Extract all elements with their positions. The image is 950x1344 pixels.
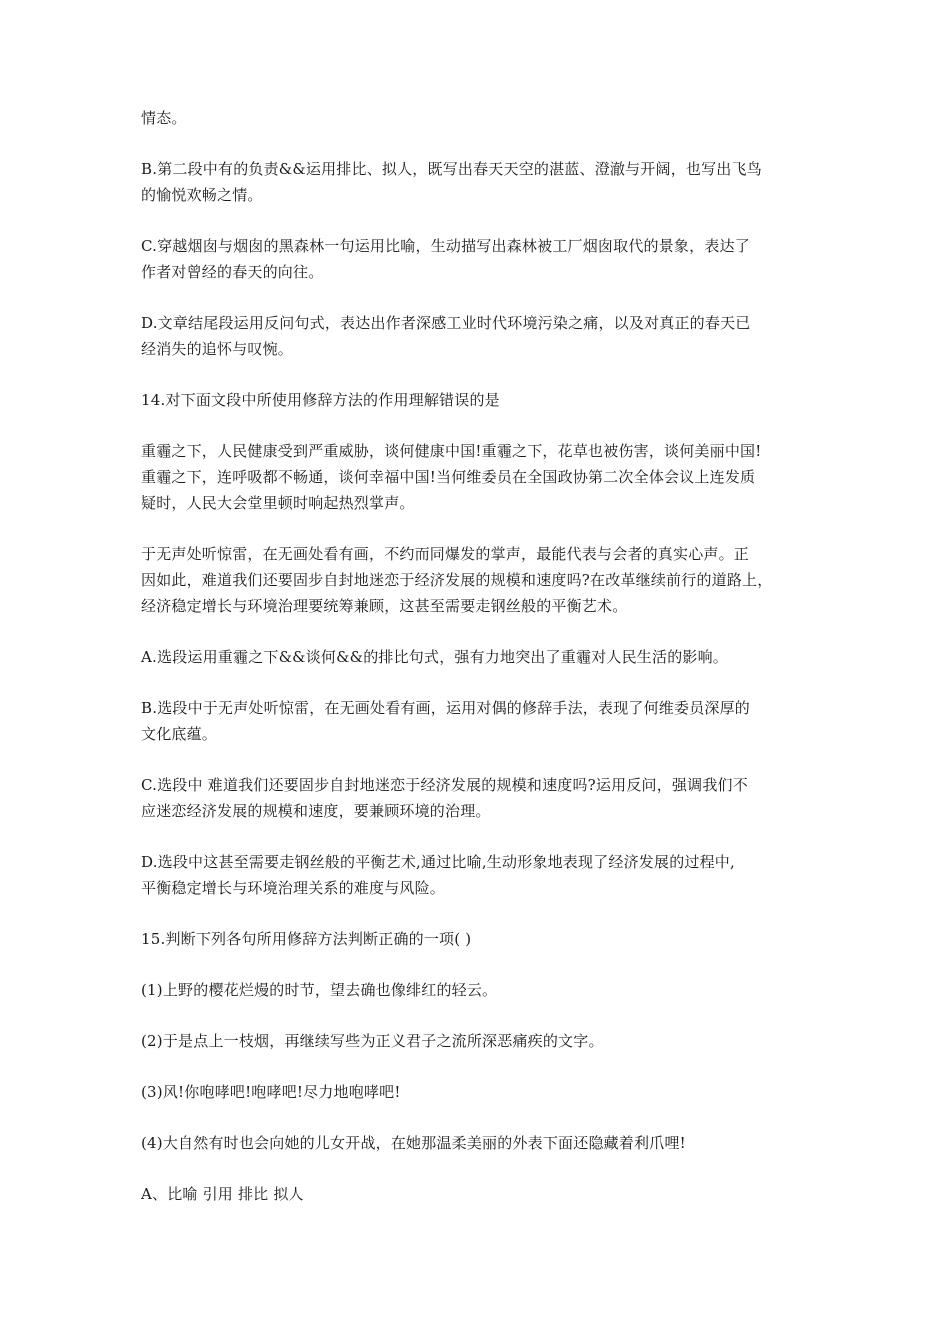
document-paragraph: [141, 977, 816, 1003]
paragraph-line: 15.判断下列各句所用修辞方法判断正确的一项( ): [141, 930, 472, 948]
paragraph-line: (1)上野的樱花烂熳的时节，望去确也像绯红的轻云。: [141, 981, 498, 999]
document-paragraph: [141, 1130, 816, 1156]
paragraph-line: D.选段中这甚至需要走钢丝般的平衡艺术,通过比喻,生动形象地表现了经济发展的过程中,: [141, 853, 735, 871]
document-paragraph: [141, 926, 816, 952]
paragraph-line: 情态。: [141, 109, 187, 127]
document-paragraph: [141, 644, 816, 670]
document-paragraph: [141, 105, 816, 131]
document-paragraph: [141, 541, 816, 619]
document-paragraph: [141, 438, 816, 516]
paragraph-line: 14.对下面文段中所使用修辞方法的作用理解错误的是: [141, 391, 500, 409]
paragraph-line: C.穿越烟囱与烟囱的黑森林一句运用比喻，生动描写出森林被工厂烟囱取代的景象，表达了: [141, 237, 750, 255]
document-paragraph: [141, 772, 816, 824]
paragraph-line: 的愉悦欢畅之情。: [141, 186, 263, 204]
document-paragraph: [141, 310, 816, 362]
document-paragraph: [141, 233, 816, 285]
paragraph-line: A.选段运用重霾之下&&谈何&&的排比句式，强有力地突出了重霾对人民生活的影响。: [141, 648, 729, 666]
document-paragraph: [141, 1181, 816, 1207]
paragraph-line: 于无声处听惊雷，在无画处看有画，不约而同爆发的掌声，最能代表与会者的真实心声。正: [141, 545, 750, 563]
paragraph-line: 平衡稳定增长与环境治理关系的难度与风险。: [141, 879, 446, 897]
paragraph-line: 文化底蕴。: [141, 725, 218, 743]
document-paragraph: [141, 849, 816, 901]
paragraph-line: 经济稳定增长与环境治理要统筹兼顾，这甚至需要走钢丝般的平衡艺术。: [141, 597, 628, 615]
paragraph-line: 因如此，难道我们还要固步自封地迷恋于经济发展的规模和速度吗?在改革继续前行的道路上，: [141, 571, 773, 589]
document-paragraph: [141, 387, 816, 413]
paragraph-line: (3)风!你咆哮吧!咆哮吧!尽力地咆哮吧!: [141, 1083, 401, 1101]
paragraph-line: 经消失的追怀与叹惋。: [141, 340, 294, 358]
document-paragraph: [141, 1079, 816, 1105]
paragraph-line: (4)大自然有时也会向她的儿女开战，在她那温柔美丽的外表下面还隐藏着利爪哩!: [141, 1134, 686, 1152]
document-paragraph: [141, 1028, 816, 1054]
paragraph-line: 应迷恋经济发展的规模和速度，要兼顾环境的治理。: [141, 802, 491, 820]
paragraph-line: A、比喻 引用 排比 拟人: [141, 1185, 304, 1203]
paragraph-line: B.选段中于无声处听惊雷，在无画处看有画，运用对偶的修辞手法，表现了何维委员深厚的: [141, 699, 750, 717]
paragraph-line: 重霾之下，连呼吸都不畅通，谈何幸福中国!当何维委员在全国政协第二次全体会议上连发质: [141, 468, 756, 486]
paragraph-line: D.文章结尾段运用反问句式，表达出作者深感工业时代环境污染之痛，以及对真正的春天已: [141, 314, 751, 332]
document-paragraph: [141, 695, 816, 747]
paragraph-line: 疑时，人民大会堂里顿时响起热烈掌声。: [141, 494, 415, 512]
document-paragraph: [141, 156, 816, 208]
paragraph-line: B.第二段中有的负责&&运用排比、拟人，既写出春天天空的湛蓝、澄澈与开阔，也写出飞鸟: [141, 160, 762, 178]
paragraph-line: 重霾之下，人民健康受到严重威胁，谈何健康中国!重霾之下，花草也被伤害，谈何美丽中国!: [141, 442, 762, 460]
document-body: [141, 105, 816, 1232]
paragraph-line: C.选段中 难道我们还要固步自封地迷恋于经济发展的规模和速度吗?运用反问，强调我们不: [141, 776, 748, 794]
paragraph-line: 作者对曾经的春天的向往。: [141, 263, 324, 281]
paragraph-line: (2)于是点上一枝烟，再继续写些为正义君子之流所深恶痛疾的文字。: [141, 1032, 604, 1050]
